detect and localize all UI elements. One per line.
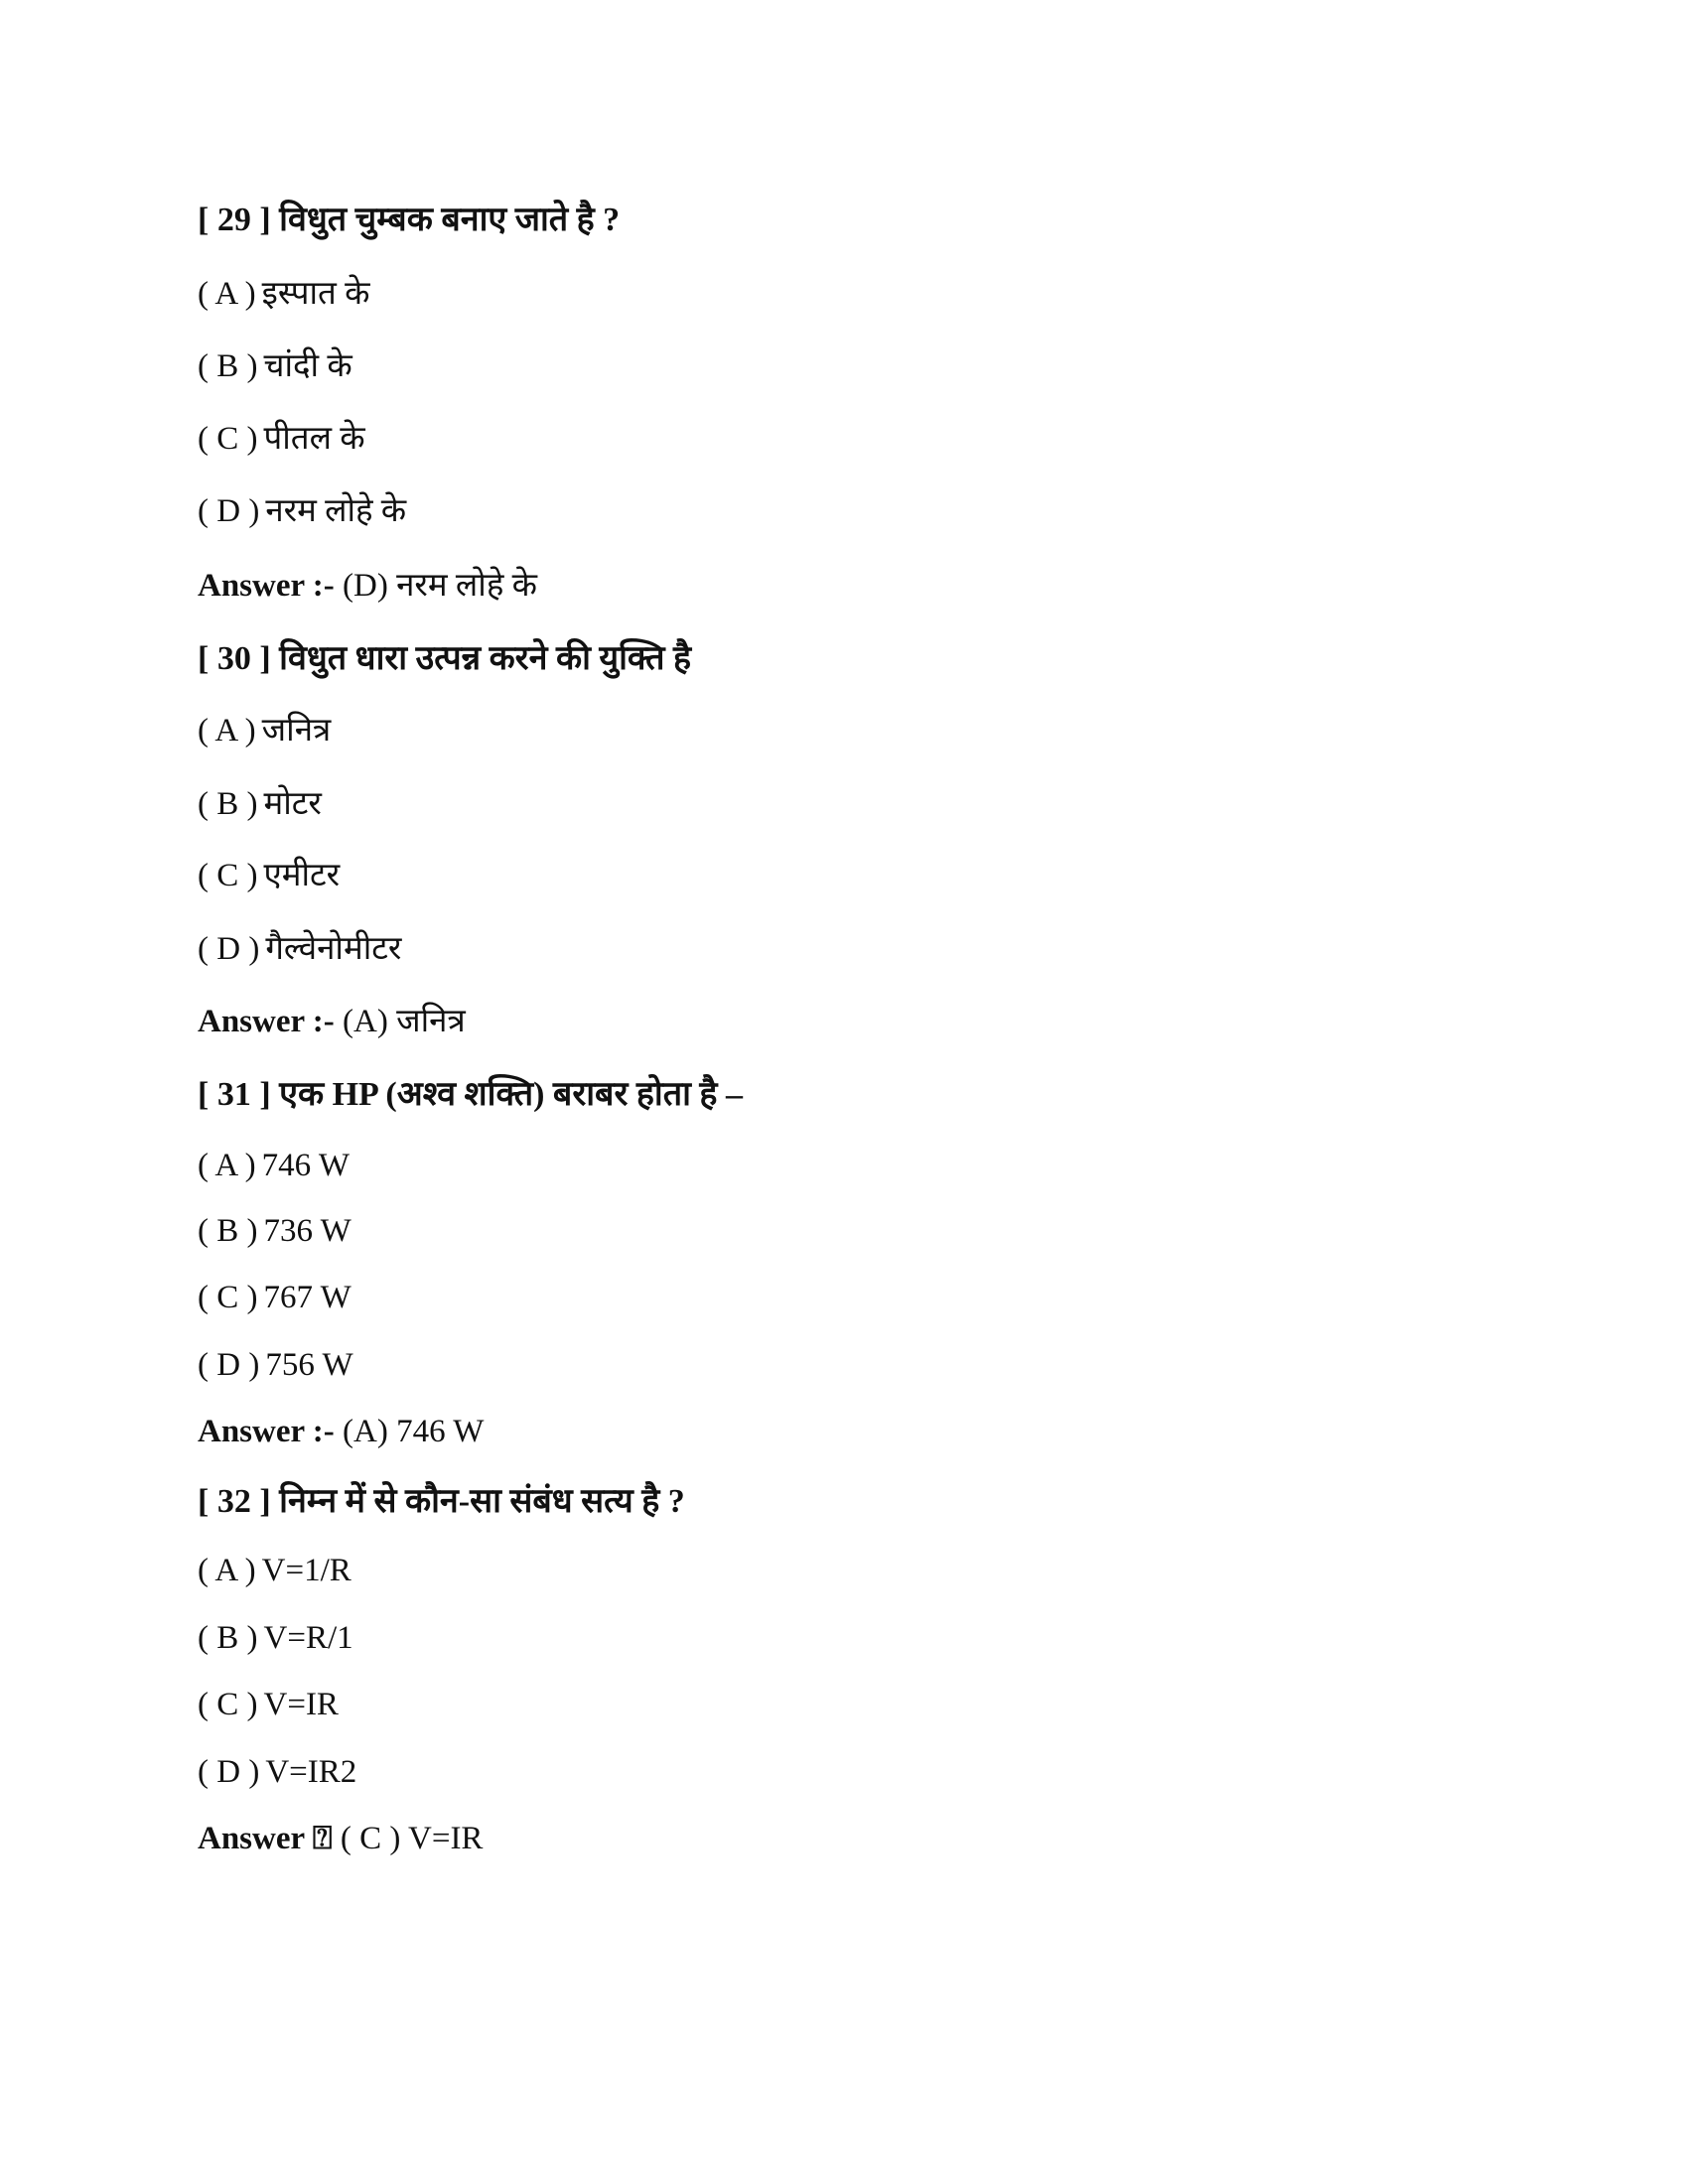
question-31-heading	[198, 1075, 743, 1115]
question-32-answer	[198, 1819, 483, 1858]
option-label: ( C )	[198, 1687, 258, 1722]
question-text: विधुत चुम्बक बनाए जाते है ?	[279, 202, 621, 238]
answer-value: (A) जनित्र	[343, 1004, 466, 1039]
question-text: विधुत धारा उत्पन्न करने की युक्ति है	[279, 640, 692, 677]
answer-value: ( C ) V=IR	[340, 1821, 484, 1856]
question-number: [ 29 ]	[198, 202, 271, 238]
question-31-option-d	[198, 1345, 353, 1385]
option-label: ( A )	[198, 713, 256, 749]
option-label: ( B )	[198, 348, 258, 384]
option-text: V=IR2	[265, 1754, 357, 1790]
question-29-option-b	[198, 346, 352, 386]
question-text: निम्न में से कौन-सा संबंध सत्य है ?	[279, 1483, 685, 1520]
option-label: ( C )	[198, 1280, 258, 1315]
option-text: मोटर	[263, 786, 322, 822]
answer-label: Answer :-	[198, 1414, 335, 1449]
answer-value: (A) 746 W	[343, 1414, 485, 1449]
question-31-option-a	[198, 1146, 350, 1185]
option-label: ( A )	[198, 1148, 256, 1183]
answer-value: (D) नरम लोहे के	[343, 568, 537, 604]
option-text: नरम लोहे के	[265, 493, 407, 529]
option-text: इस्पात के	[261, 276, 370, 312]
option-text: 746 W	[261, 1148, 350, 1183]
question-30-option-a	[198, 711, 331, 751]
option-label: ( D )	[198, 1347, 260, 1383]
answer-label: Answer ⍰	[198, 1821, 333, 1856]
option-text: जनित्र	[261, 713, 332, 749]
question-number: [ 30 ]	[198, 640, 271, 677]
option-text: V=IR	[263, 1687, 339, 1722]
question-number: [ 32 ]	[198, 1483, 271, 1520]
answer-label: Answer :-	[198, 568, 335, 604]
option-label: ( C )	[198, 858, 258, 893]
option-label: ( C )	[198, 421, 258, 457]
option-label: ( B )	[198, 1213, 258, 1249]
question-number: [ 31 ]	[198, 1076, 271, 1113]
option-label: ( B )	[198, 786, 258, 822]
option-text: 736 W	[263, 1213, 352, 1249]
question-31-answer	[198, 1412, 484, 1451]
question-30-option-d	[198, 929, 401, 969]
question-29-option-a	[198, 274, 369, 314]
option-label: ( D )	[198, 493, 260, 529]
option-text: पीतल के	[263, 421, 365, 457]
question-32-heading	[198, 1482, 685, 1522]
option-text: चांदी के	[263, 348, 352, 384]
option-label: ( A )	[198, 276, 256, 312]
option-label: ( D )	[198, 1754, 260, 1790]
question-30-answer	[198, 1002, 466, 1041]
question-32-option-b	[198, 1618, 353, 1658]
question-30-option-c	[198, 856, 340, 895]
question-30-heading	[198, 639, 691, 679]
question-text: एक HP (अश्व शक्ति) बराबर होता है –	[279, 1076, 743, 1113]
question-29-option-d	[198, 491, 406, 531]
question-32-option-d	[198, 1752, 356, 1792]
option-text: गैल्वेनोमीटर	[265, 931, 402, 967]
option-text: 756 W	[265, 1347, 353, 1383]
option-label: ( A )	[198, 1553, 256, 1588]
question-32-option-c	[198, 1685, 339, 1724]
option-text: एमीटर	[263, 858, 341, 893]
answer-label: Answer :-	[198, 1004, 335, 1039]
option-text: V=1/R	[261, 1553, 352, 1588]
question-31-option-b	[198, 1211, 352, 1251]
option-label: ( B )	[198, 1620, 258, 1656]
option-text: 767 W	[263, 1280, 352, 1315]
question-32-option-a	[198, 1551, 352, 1590]
option-label: ( D )	[198, 931, 260, 967]
question-29-option-c	[198, 419, 365, 459]
question-30-option-b	[198, 784, 322, 824]
question-29-answer	[198, 566, 537, 606]
question-31-option-c	[198, 1278, 352, 1317]
question-29-heading	[198, 201, 620, 240]
option-text: V=R/1	[263, 1620, 353, 1656]
